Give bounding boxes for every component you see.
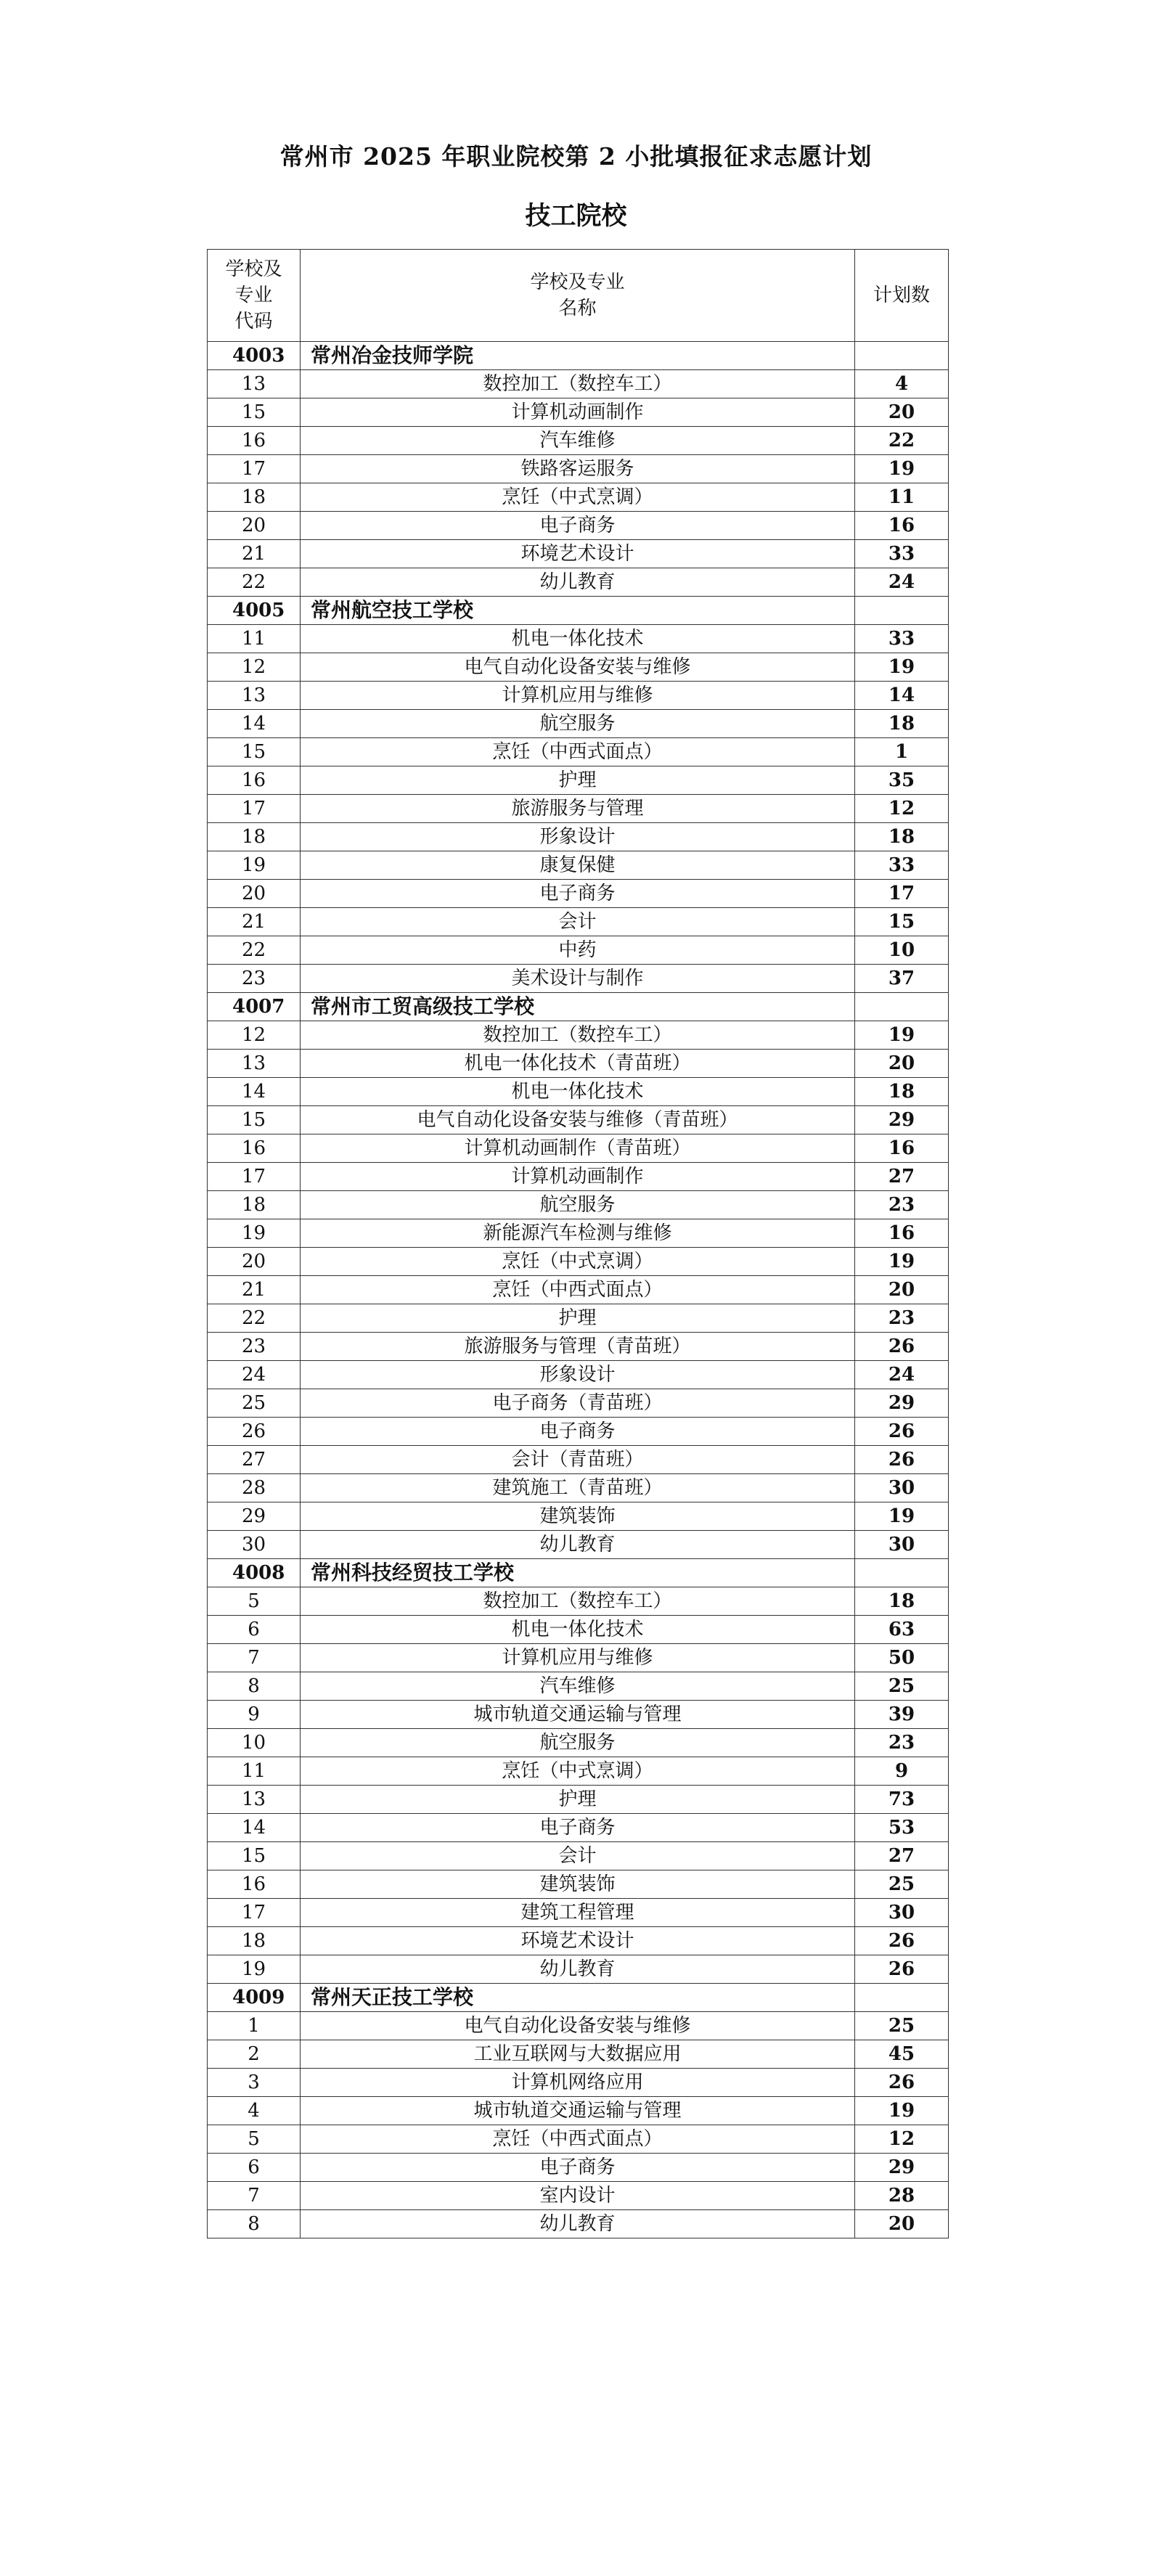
- table-row: [208, 2125, 949, 2154]
- major-name: 会计: [301, 908, 855, 936]
- school-count-empty: [855, 597, 949, 625]
- major-code: 22: [208, 936, 301, 965]
- plan-count: 11: [855, 483, 949, 512]
- plan-count: 15: [855, 908, 949, 936]
- major-name: 电子商务: [301, 512, 855, 540]
- major-name: 幼儿教育: [301, 1955, 855, 1984]
- table-row: [208, 1191, 949, 1219]
- plan-count: 20: [855, 1276, 949, 1304]
- table-row: [208, 398, 949, 427]
- major-name: 护理: [301, 1304, 855, 1333]
- major-name: 数控加工（数控车工）: [301, 370, 855, 398]
- plan-count: 25: [855, 1870, 949, 1899]
- major-name: 计算机应用与维修: [301, 1644, 855, 1672]
- major-code: 28: [208, 1474, 301, 1502]
- major-code: 14: [208, 1814, 301, 1842]
- plan-count: 50: [855, 1644, 949, 1672]
- header-code-line: 学校及: [225, 258, 282, 280]
- plan-count: 4: [855, 370, 949, 398]
- major-name: 幼儿教育: [301, 2210, 855, 2238]
- major-name: 烹饪（中式烹调）: [301, 1248, 855, 1276]
- plan-count: 26: [855, 1418, 949, 1446]
- major-name: 电气自动化设备安装与维修: [301, 653, 855, 682]
- major-code: 22: [208, 1304, 301, 1333]
- plan-count: 12: [855, 2125, 949, 2154]
- plan-count: 1: [855, 738, 949, 766]
- plan-count: 14: [855, 682, 949, 710]
- major-name: 计算机应用与维修: [301, 682, 855, 710]
- major-code: 21: [208, 1276, 301, 1304]
- plan-count: 16: [855, 1219, 949, 1248]
- major-name: 工业互联网与大数据应用: [301, 2040, 855, 2069]
- major-code: 15: [208, 738, 301, 766]
- table-row: [208, 1474, 949, 1502]
- major-code: 19: [208, 1955, 301, 1984]
- school-count-empty: [855, 1559, 949, 1587]
- major-code: 5: [208, 2125, 301, 2154]
- plan-count: 26: [855, 2069, 949, 2097]
- plan-count: 18: [855, 1078, 949, 1106]
- school-count-empty: [855, 342, 949, 370]
- table-row: [208, 1502, 949, 1531]
- table-row: [208, 965, 949, 993]
- major-name: 烹饪（中西式面点）: [301, 1276, 855, 1304]
- major-code: 13: [208, 1786, 301, 1814]
- major-name: 美术设计与制作: [301, 965, 855, 993]
- plan-count: 29: [855, 1389, 949, 1418]
- school-row: [208, 993, 949, 1021]
- table-row: [208, 1870, 949, 1899]
- plan-count: 24: [855, 568, 949, 597]
- major-name: 幼儿教育: [301, 1531, 855, 1559]
- school-code: 4008: [208, 1559, 301, 1587]
- table-row: [208, 1276, 949, 1304]
- major-code: 2: [208, 2040, 301, 2069]
- plan-count: 30: [855, 1474, 949, 1502]
- table-row: [208, 1418, 949, 1446]
- major-name: 电气自动化设备安装与维修（青苗班）: [301, 1106, 855, 1134]
- major-code: 17: [208, 1899, 301, 1927]
- major-name: 旅游服务与管理: [301, 795, 855, 823]
- major-name: 烹饪（中西式面点）: [301, 738, 855, 766]
- major-name: 中药: [301, 936, 855, 965]
- table-row: [208, 1786, 949, 1814]
- table-row: [208, 483, 949, 512]
- table-row: [208, 370, 949, 398]
- table-row: [208, 455, 949, 483]
- major-name: 电子商务: [301, 1418, 855, 1446]
- plan-count: 16: [855, 512, 949, 540]
- major-code: 20: [208, 512, 301, 540]
- table-row: [208, 2182, 949, 2210]
- major-name: 会计: [301, 1842, 855, 1870]
- major-name: 新能源汽车检测与维修: [301, 1219, 855, 1248]
- major-name: 烹饪（中式烹调）: [301, 1757, 855, 1786]
- table-row: [208, 2210, 949, 2238]
- major-code: 16: [208, 1870, 301, 1899]
- table-row: [208, 568, 949, 597]
- plan-count: 26: [855, 1446, 949, 1474]
- school-code: 4009: [208, 1984, 301, 2012]
- plan-count: 17: [855, 880, 949, 908]
- major-code: 11: [208, 625, 301, 653]
- plan-count: 26: [855, 1927, 949, 1955]
- plan-count: 10: [855, 936, 949, 965]
- major-name: 烹饪（中式烹调）: [301, 483, 855, 512]
- major-code: 4: [208, 2097, 301, 2125]
- plan-count: 19: [855, 2097, 949, 2125]
- major-code: 17: [208, 1163, 301, 1191]
- major-code: 8: [208, 2210, 301, 2238]
- major-code: 16: [208, 766, 301, 795]
- plan-count: 26: [855, 1955, 949, 1984]
- table-header-row: [208, 250, 949, 342]
- table-row: [208, 1531, 949, 1559]
- major-code: 12: [208, 653, 301, 682]
- major-name: 计算机网络应用: [301, 2069, 855, 2097]
- major-code: 16: [208, 427, 301, 455]
- table-row: [208, 1050, 949, 1078]
- table-row: [208, 1729, 949, 1757]
- major-code: 29: [208, 1502, 301, 1531]
- school-row: [208, 342, 949, 370]
- plan-count: 30: [855, 1899, 949, 1927]
- table-row: [208, 2040, 949, 2069]
- major-name: 旅游服务与管理（青苗班）: [301, 1333, 855, 1361]
- table-row: [208, 1219, 949, 1248]
- major-name: 数控加工（数控车工）: [301, 1021, 855, 1050]
- plan-count: 29: [855, 2154, 949, 2182]
- major-code: 15: [208, 398, 301, 427]
- major-code: 21: [208, 540, 301, 568]
- major-name: 建筑装饰: [301, 1502, 855, 1531]
- table-row: [208, 1248, 949, 1276]
- table-row: [208, 1163, 949, 1191]
- plan-count: 25: [855, 1672, 949, 1701]
- major-code: 17: [208, 455, 301, 483]
- major-name: 幼儿教育: [301, 568, 855, 597]
- plan-count: 33: [855, 851, 949, 880]
- table-row: [208, 1587, 949, 1616]
- table-row: [208, 2154, 949, 2182]
- table-row: [208, 1842, 949, 1870]
- major-code: 3: [208, 2069, 301, 2097]
- major-name: 机电一体化技术: [301, 1616, 855, 1644]
- table-row: [208, 738, 949, 766]
- table-row: [208, 1106, 949, 1134]
- table-row: [208, 1616, 949, 1644]
- major-code: 1: [208, 2012, 301, 2040]
- major-code: 22: [208, 568, 301, 597]
- major-code: 18: [208, 823, 301, 851]
- plan-count: 45: [855, 2040, 949, 2069]
- major-code: 18: [208, 483, 301, 512]
- plan-count: 19: [855, 1248, 949, 1276]
- major-code: 17: [208, 795, 301, 823]
- major-code: 19: [208, 851, 301, 880]
- school-code: 4007: [208, 993, 301, 1021]
- plan-count: 30: [855, 1531, 949, 1559]
- plan-count: 23: [855, 1304, 949, 1333]
- plan-count: 24: [855, 1361, 949, 1389]
- table-row: [208, 653, 949, 682]
- major-code: 10: [208, 1729, 301, 1757]
- major-name: 建筑装饰: [301, 1870, 855, 1899]
- school-count-empty: [855, 993, 949, 1021]
- table-row: [208, 1446, 949, 1474]
- major-name: 烹饪（中西式面点）: [301, 2125, 855, 2154]
- plan-count: 53: [855, 1814, 949, 1842]
- plan-count: 19: [855, 1021, 949, 1050]
- header-name-line: 学校及专业: [530, 271, 625, 293]
- major-name: 护理: [301, 766, 855, 795]
- school-name: 常州冶金技师学院: [301, 342, 855, 370]
- table-row: [208, 1134, 949, 1163]
- major-code: 25: [208, 1389, 301, 1418]
- plan-count: 22: [855, 427, 949, 455]
- table-row: [208, 795, 949, 823]
- plan-count: 27: [855, 1842, 949, 1870]
- major-name: 环境艺术设计: [301, 540, 855, 568]
- plan-count: 20: [855, 2210, 949, 2238]
- table-row: [208, 851, 949, 880]
- table-row: [208, 710, 949, 738]
- table-row: [208, 1333, 949, 1361]
- major-name: 电子商务（青苗班）: [301, 1389, 855, 1418]
- table-row: [208, 1644, 949, 1672]
- major-name: 电子商务: [301, 2154, 855, 2182]
- major-name: 电气自动化设备安装与维修: [301, 2012, 855, 2040]
- major-name: 建筑工程管理: [301, 1899, 855, 1927]
- major-name: 机电一体化技术（青苗班）: [301, 1050, 855, 1078]
- major-name: 计算机动画制作（青苗班）: [301, 1134, 855, 1163]
- plan-table: [207, 249, 949, 2238]
- major-name: 形象设计: [301, 823, 855, 851]
- table-row: [208, 1304, 949, 1333]
- plan-count: 25: [855, 2012, 949, 2040]
- major-code: 23: [208, 1333, 301, 1361]
- major-code: 20: [208, 880, 301, 908]
- major-code: 16: [208, 1134, 301, 1163]
- table-row: [208, 766, 949, 795]
- major-code: 18: [208, 1191, 301, 1219]
- school-row: [208, 1984, 949, 2012]
- table-row: [208, 1672, 949, 1701]
- major-name: 航空服务: [301, 710, 855, 738]
- major-name: 机电一体化技术: [301, 1078, 855, 1106]
- plan-count: 29: [855, 1106, 949, 1134]
- plan-count: 18: [855, 710, 949, 738]
- major-code: 9: [208, 1701, 301, 1729]
- school-count-empty: [855, 1984, 949, 2012]
- plan-count: 20: [855, 398, 949, 427]
- table-row: [208, 540, 949, 568]
- table-row: [208, 823, 949, 851]
- school-name: 常州航空技工学校: [301, 597, 855, 625]
- plan-count: 19: [855, 455, 949, 483]
- plan-count: 28: [855, 2182, 949, 2210]
- table-row: [208, 2012, 949, 2040]
- major-name: 城市轨道交通运输与管理: [301, 1701, 855, 1729]
- table-row: [208, 1955, 949, 1984]
- major-code: 13: [208, 370, 301, 398]
- major-name: 航空服务: [301, 1729, 855, 1757]
- table-row: [208, 625, 949, 653]
- major-code: 13: [208, 1050, 301, 1078]
- table-row: [208, 512, 949, 540]
- major-name: 护理: [301, 1786, 855, 1814]
- header-count: 计划数: [855, 250, 949, 342]
- major-name: 计算机动画制作: [301, 1163, 855, 1191]
- major-name: 室内设计: [301, 2182, 855, 2210]
- major-code: 20: [208, 1248, 301, 1276]
- table-row: [208, 1078, 949, 1106]
- table-row: [208, 427, 949, 455]
- plan-count: 18: [855, 1587, 949, 1616]
- plan-count: 33: [855, 540, 949, 568]
- table-row: [208, 1021, 949, 1050]
- header-name: [301, 250, 855, 342]
- major-code: 7: [208, 1644, 301, 1672]
- plan-count: 16: [855, 1134, 949, 1163]
- plan-count: 37: [855, 965, 949, 993]
- major-code: 24: [208, 1361, 301, 1389]
- major-code: 8: [208, 1672, 301, 1701]
- table-row: [208, 1389, 949, 1418]
- plan-count: 73: [855, 1786, 949, 1814]
- school-row: [208, 1559, 949, 1587]
- plan-count: 19: [855, 653, 949, 682]
- plan-count: 23: [855, 1729, 949, 1757]
- major-code: 15: [208, 1842, 301, 1870]
- school-name: 常州市工贸高级技工学校: [301, 993, 855, 1021]
- plan-count: 35: [855, 766, 949, 795]
- major-code: 13: [208, 682, 301, 710]
- major-name: 建筑施工（青苗班）: [301, 1474, 855, 1502]
- header-code-line: 专业: [234, 285, 273, 306]
- major-name: 电子商务: [301, 880, 855, 908]
- table-row: [208, 880, 949, 908]
- major-code: 27: [208, 1446, 301, 1474]
- major-code: 21: [208, 908, 301, 936]
- plan-count: 39: [855, 1701, 949, 1729]
- school-name: 常州科技经贸技工学校: [301, 1559, 855, 1587]
- major-name: 会计（青苗班）: [301, 1446, 855, 1474]
- major-name: 计算机动画制作: [301, 398, 855, 427]
- major-code: 5: [208, 1587, 301, 1616]
- plan-count: 12: [855, 795, 949, 823]
- table-row: [208, 1361, 949, 1389]
- table-row: [208, 1701, 949, 1729]
- school-code: 4003: [208, 342, 301, 370]
- plan-count: 23: [855, 1191, 949, 1219]
- major-name: 形象设计: [301, 1361, 855, 1389]
- major-code: 6: [208, 1616, 301, 1644]
- table-row: [208, 1814, 949, 1842]
- document-title: 常州市 2025 年职业院校第 2 小批填报征求志愿计划: [279, 142, 873, 171]
- table-row: [208, 2069, 949, 2097]
- plan-count: 63: [855, 1616, 949, 1644]
- plan-count: 27: [855, 1163, 949, 1191]
- table-row: [208, 908, 949, 936]
- table-row: [208, 682, 949, 710]
- header-name-line: 名称: [558, 298, 597, 319]
- header-code: [208, 250, 301, 342]
- major-code: 26: [208, 1418, 301, 1446]
- major-name: 城市轨道交通运输与管理: [301, 2097, 855, 2125]
- plan-count: 20: [855, 1050, 949, 1078]
- plan-count: 18: [855, 823, 949, 851]
- table-body: [208, 342, 949, 2238]
- school-name: 常州天正技工学校: [301, 1984, 855, 2012]
- major-name: 康复保健: [301, 851, 855, 880]
- major-code: 6: [208, 2154, 301, 2182]
- major-name: 数控加工（数控车工）: [301, 1587, 855, 1616]
- major-code: 30: [208, 1531, 301, 1559]
- major-name: 电子商务: [301, 1814, 855, 1842]
- major-name: 铁路客运服务: [301, 455, 855, 483]
- plan-count: 19: [855, 1502, 949, 1531]
- table-row: [208, 1757, 949, 1786]
- major-name: 汽车维修: [301, 427, 855, 455]
- header-code-line: 代码: [234, 311, 273, 332]
- plan-count: 26: [855, 1333, 949, 1361]
- plan-count: 9: [855, 1757, 949, 1786]
- major-name: 环境艺术设计: [301, 1927, 855, 1955]
- plan-count: 33: [855, 625, 949, 653]
- major-name: 汽车维修: [301, 1672, 855, 1701]
- table-row: [208, 1927, 949, 1955]
- major-name: 机电一体化技术: [301, 625, 855, 653]
- major-code: 7: [208, 2182, 301, 2210]
- table-row: [208, 2097, 949, 2125]
- major-name: 航空服务: [301, 1191, 855, 1219]
- table-row: [208, 936, 949, 965]
- major-code: 14: [208, 710, 301, 738]
- section-title: 技工院校: [525, 201, 627, 231]
- school-code: 4005: [208, 597, 301, 625]
- table-row: [208, 1899, 949, 1927]
- major-code: 15: [208, 1106, 301, 1134]
- school-row: [208, 597, 949, 625]
- major-code: 18: [208, 1927, 301, 1955]
- major-code: 14: [208, 1078, 301, 1106]
- major-code: 12: [208, 1021, 301, 1050]
- major-code: 19: [208, 1219, 301, 1248]
- major-code: 11: [208, 1757, 301, 1786]
- major-code: 23: [208, 965, 301, 993]
